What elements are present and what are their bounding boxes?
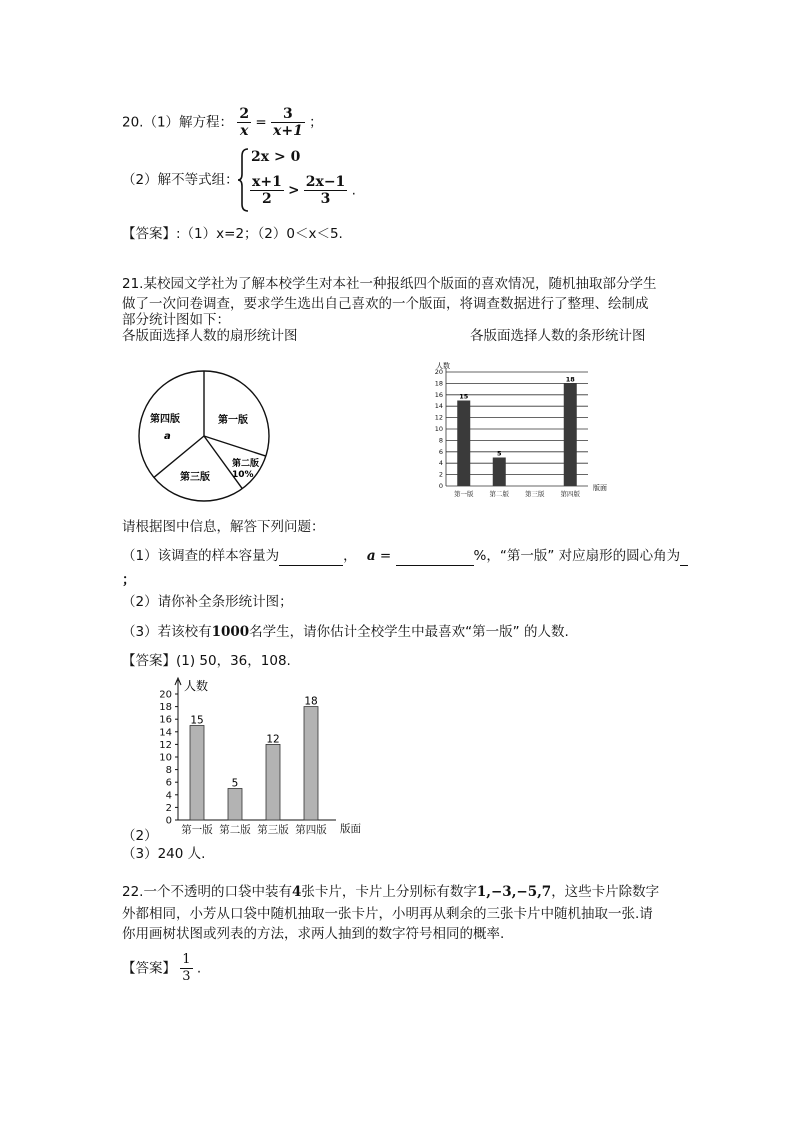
q20-part2-label: （2）解不等式组： [122,172,239,188]
bar2-xlabel: 版面 [340,823,361,835]
q21-stem-line1: 21.某校园文学社为了解本校学生对本社一种报纸四个版面的喜欢情况，随机抽取部分学生 [122,276,657,292]
pie-chart-title: 各版面选择人数的扇形统计图 [122,328,298,344]
q21-prompt: 请根据图中信息，解答下列问题： [122,519,325,535]
bar2-ytick-label: 2 [165,802,172,814]
q21-sub2: （2）请你补全条形统计图； [122,594,293,610]
bar1-ytick-label: 20 [434,368,443,376]
bar2-ylabel: 人数 [184,679,209,693]
bar1-ytick-label: 16 [434,390,443,399]
pie-chart [134,366,274,506]
bar-chart-incomplete [428,358,613,503]
bar1-ytick-label: 6 [438,447,443,456]
bar1-category-label: 第一版 [454,490,474,498]
bar1-ytick-label: 2 [438,470,443,479]
equals-sign: = [255,114,267,131]
bar1-ytick-label: 14 [434,402,443,411]
q21-sub1: （1）该调查的样本容量为 ， a = %，“第一版” 对应扇形的圆心角为 [122,546,688,566]
bar2-bar-3 [266,744,280,820]
bar2-bar-4 [304,707,318,820]
bar2-ytick-label: 16 [159,714,172,726]
q22-line2: 外都相同，小芳从口袋中随机抽取一张卡片，小明再从剩余的三张卡片中随机抽取一张.请 [122,906,653,922]
equation-left-fraction: $\frac{2}{x}$ [239,106,250,139]
a-value-blank[interactable] [396,551,474,566]
inequality-row-2: $\frac{x+1}{2}$ > $\frac{2x-1}{3}$ . [252,174,356,207]
bar2-category-label: 第二版 [219,824,251,836]
bar1-ylabel: 人数 [436,362,450,370]
pie-label-third: 第三版 [180,472,210,483]
bar1-value-label: 18 [565,375,575,384]
q21-answer1: 【答案】(1) 50，36，108. [122,653,291,669]
pie-label-fourth: 第四版 [150,414,180,425]
q20-answer: 【答案】:（1）x=2；（2）0＜x＜5. [122,226,343,242]
equation-right-fraction: $\frac{3}{x+1}$ [273,106,303,139]
q21-answer2: （2） [122,828,158,844]
bar2-ytick-label: 14 [159,727,172,739]
bar2-ytick-label: 10 [159,752,172,764]
pie-label-fourth-value: a [164,431,171,442]
bar2-ytick-label: 12 [159,739,172,751]
bar2-category-label: 第三版 [257,824,289,836]
answer-fraction: $\frac{1}{3}$ [182,952,191,984]
bar2-ytick-label: 8 [165,765,172,777]
bar2-ytick-label: 0 [165,815,172,827]
q20-line1: 20.（1）解方程： $\frac{2}{x}$ = $\frac{3}{x+1}$ ； [122,106,323,139]
bar1-xlabel: 版面 [593,484,607,492]
q21-stem-line2: 做了一次问卷调查，要求学生选出自己喜欢的一个版面，将调查数据进行了整理、绘制成 [122,296,649,312]
q22-answer: 【答案】 $\frac{1}{3}$ . [122,952,202,984]
bar2-category-label: 第一版 [181,824,213,836]
bar1-value-label: 15 [459,392,469,401]
bar2-ytick-label: 4 [165,790,172,802]
pie-label-second-value: 10% [232,470,254,480]
bar1-value-label: 5 [496,449,502,458]
bar2-value-label: 18 [304,695,318,708]
bar2-bar-1 [190,726,204,821]
q21-answer3: （3）240 人. [122,846,206,862]
bar2-ytick-label: 20 [159,689,172,701]
q21-sub1-tail: ； [122,572,136,588]
bar2-ytick-label: 6 [165,777,172,789]
bar1-ytick-label: 18 [434,379,443,388]
q21-sub3: （3）若该校有1000名学生，请你估计全校学生中最喜欢“第一版” 的人数. [122,624,569,640]
bar1-category-label: 第二版 [489,490,509,498]
bar1-bar-4 [564,383,577,486]
inequality-row-1: 2x > 0 [251,149,301,165]
bar1-ytick-label: 0 [438,482,443,490]
bar1-ytick-label: 8 [438,436,443,445]
q22-line1: 22.一个不透明的口袋中装有4张卡片，卡片上分别标有数字1,−3,−5,7，这些卡片除数字 [122,884,660,900]
bar2-bar-2 [228,789,242,821]
bar2-value-label: 12 [266,733,280,746]
bar1-bar-1 [457,401,470,487]
sample-size-blank[interactable] [279,551,343,566]
system-brace [238,148,250,212]
bar2-value-label: 5 [231,777,239,790]
angle-blank[interactable] [680,551,688,566]
pie-label-first: 第一版 [218,415,248,426]
q20-part1-label: 20.（1）解方程： [122,114,234,131]
bar1-ytick-label: 10 [434,425,443,433]
pie-label-second: 第二版 [232,459,260,469]
bar1-bar-2 [493,458,506,487]
bar1-category-label: 第四版 [560,490,580,498]
bar2-ytick-label: 18 [159,702,172,714]
bar-chart-complete [140,674,370,840]
bar1-ytick-label: 12 [434,413,443,422]
bar2-category-label: 第四版 [295,824,327,836]
bar1-ytick-label: 4 [438,459,443,468]
bar-chart-title: 各版面选择人数的条形统计图 [470,328,646,344]
bar1-category-label: 第三版 [525,490,545,498]
q21-stem-line3: 部分统计图如下： [122,312,230,328]
q22-line3: 你用画树状图或列表的方法，求两人抽到的数字符号相同的概率. [122,926,505,942]
bar2-value-label: 15 [190,714,204,727]
